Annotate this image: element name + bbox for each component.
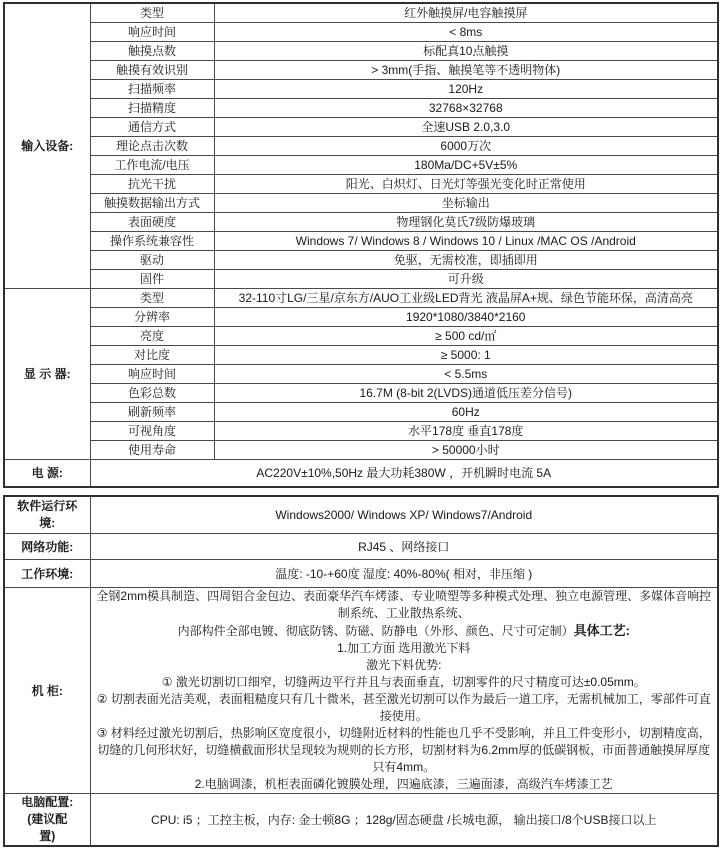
value-cell: Windows 7/ Windows 8 / Windows 10 / Linux /MAC OS /Android	[214, 231, 718, 250]
table-row	[4, 79, 718, 98]
value-cell: 全速USB 2.0,3.0	[214, 117, 718, 136]
attr-cell: 对比度	[90, 345, 214, 364]
value-cell: > 50000小时	[214, 440, 718, 459]
table-row	[4, 345, 718, 364]
attr-cell: 触摸有效识别	[90, 60, 214, 79]
cabinet-paragraph: ① 激光切割切口细窄，切缝两边平行并且与表面垂直，切割零件的尺寸精度可达±0.05mm。	[161, 674, 646, 689]
cabinet-description	[90, 587, 718, 793]
attr-cell: 使用寿命	[90, 440, 214, 459]
value-cell: 坐标输出	[214, 193, 718, 212]
value-cell: Windows2000/ Windows XP/ Windows7/Android	[90, 496, 718, 533]
attr-cell: 分辨率	[90, 307, 214, 326]
table-row	[4, 155, 718, 174]
value-cell: 水平178度 垂直178度	[214, 421, 718, 440]
table-row	[4, 459, 718, 487]
section-label-power: 电 源:	[4, 459, 90, 487]
attr-cell: 刷新频率	[90, 402, 214, 421]
table-row	[4, 212, 718, 231]
value-cell: 16.7M (8-bit 2(LVDS)通道低压差分信号)	[214, 383, 718, 402]
attr-cell: 亮度	[90, 326, 214, 345]
label-line: 电脑配置:	[21, 794, 74, 809]
table-row	[4, 117, 718, 136]
label-line: (建议配	[27, 811, 68, 826]
cabinet-text: 内部构件全部电镀、彻底防锈、防磁、防静电（外形、颜色、尺寸可定制）	[177, 623, 574, 638]
value-cell: 红外触摸屏/电容触摸屏	[214, 3, 718, 22]
section-label-input-device: 输入设备:	[4, 3, 90, 288]
table-row	[4, 364, 718, 383]
value-cell: 32768×32768	[214, 98, 718, 117]
table-row	[4, 136, 718, 155]
value-cell: < 8ms	[214, 22, 718, 41]
attr-cell: 表面硬度	[90, 212, 214, 231]
attr-cell: 通信方式	[90, 117, 214, 136]
attr-cell: 扫描频率	[90, 79, 214, 98]
label-line: 置)	[39, 828, 56, 843]
table-row	[4, 288, 718, 307]
table-row	[4, 22, 718, 41]
table-row	[4, 326, 718, 345]
table-row	[4, 174, 718, 193]
cabinet-paragraph: ③ 材料经过激光切割后，热影响区宽度很小，切缝附近材料的性能也几乎不受影响，并且工件变形小，切割精度高，切缝的几何形状好，切缝横截面形状呈现较为规则的长方形，切割材料为6.2mm厚的低碳钢板，市面普通触摸屏厚度只有4mm。	[96, 725, 711, 774]
value-cell: 180Ma/DC+5V±5%	[214, 155, 718, 174]
section-label-software-env	[4, 496, 90, 533]
value-cell: 60Hz	[214, 402, 718, 421]
attr-cell: 工作电流/电压	[90, 155, 214, 174]
section-label-work-env: 工作环境:	[4, 559, 90, 587]
table-row	[4, 41, 718, 60]
attr-cell: 驱动	[90, 250, 214, 269]
section-label-pc-config	[4, 793, 90, 846]
attr-cell: 操作系统兼容性	[90, 231, 214, 250]
table-row	[4, 402, 718, 421]
table-row	[4, 307, 718, 326]
table-row	[4, 269, 718, 288]
cabinet-paragraph: 激光下料优势:	[366, 657, 442, 672]
table-row	[4, 193, 718, 212]
attr-cell: 可视角度	[90, 421, 214, 440]
table-row	[4, 250, 718, 269]
value-cell: 标配真10点触摸	[214, 41, 718, 60]
label-line: 软件运行环	[17, 498, 78, 513]
value-cell: > 3mm(手指、触摸笔等不透明物体)	[214, 60, 718, 79]
cabinet-paragraph: 1.加工方面 选用激光下料	[337, 640, 471, 655]
table-row	[4, 98, 718, 117]
value-cell: < 5.5ms	[214, 364, 718, 383]
value-cell: 6000万次	[214, 136, 718, 155]
cabinet-paragraph: 2.电脑调漆，机柜表面磷化镀膜处理，四遍底漆，三遍面漆，高级汽车烤漆工艺	[194, 776, 613, 791]
cabinet-paragraph: 全钢2mm模具制造、四周铝合金包边、表面豪华汽车烤漆、专业喷塑等多种模式处理、独立电源管理、多媒体音响控制系统、工业散热系统、	[96, 588, 712, 620]
value-cell: ≥ 5000: 1	[214, 345, 718, 364]
value-cell: RJ45 、网络接口	[90, 533, 718, 559]
value-cell: 120Hz	[214, 79, 718, 98]
table-row	[4, 231, 718, 250]
section-label-network: 网络功能:	[4, 533, 90, 559]
value-cell: 温度: -10-+60度 湿度: 40%-80%( 相对，非压缩 )	[90, 559, 718, 587]
attr-cell: 类型	[90, 288, 214, 307]
cabinet-process-title: 具体工艺:	[573, 622, 630, 638]
attr-cell: 触摸数据输出方式	[90, 193, 214, 212]
attr-cell: 色彩总数	[90, 383, 214, 402]
value-cell: 物理钢化莫氏7级防爆玻璃	[214, 212, 718, 231]
table-row	[4, 533, 718, 559]
section-label-display: 显 示 器:	[4, 288, 90, 459]
table-row	[4, 793, 718, 846]
cabinet-paragraph	[95, 622, 714, 640]
table-row	[4, 60, 718, 79]
value-cell: 32-110寸LG/三星/京东方/AUO工业级LED背光 液晶屏A+规、绿色节能环保，高清高亮	[214, 288, 718, 307]
section-label-cabinet: 机 柜:	[4, 587, 90, 793]
cabinet-paragraph: ② 切割表面光洁美观，表面粗糙度只有几十微米，甚至激光切割可以作为最后一道工序，无需机械加工，零部件可直接使用。	[96, 691, 711, 723]
label-line: 境:	[39, 515, 56, 530]
value-cell: CPU: i5 ；工控主板，内存: 金士顿8G ；128g/固态硬盘 /长城电源， 输出接口/8个USB接口以上	[90, 793, 718, 846]
attr-cell: 响应时间	[90, 364, 214, 383]
hardware-spec-table	[3, 2, 719, 488]
value-cell: 可升级	[214, 269, 718, 288]
table-row	[4, 559, 718, 587]
table-row	[4, 383, 718, 402]
attr-cell: 理论点击次数	[90, 136, 214, 155]
value-cell: AC220V±10%,50Hz 最大功耗380W ，开机瞬时电流 5A	[90, 459, 718, 487]
system-spec-table	[3, 495, 719, 847]
value-cell: ≥ 500 cd/㎡	[214, 326, 718, 345]
table-row	[4, 421, 718, 440]
value-cell: 阳光、白炽灯、日光灯等强光变化时正常使用	[214, 174, 718, 193]
attr-cell: 抗光干扰	[90, 174, 214, 193]
table-row	[4, 587, 718, 793]
value-cell: 免驱，无需校准，即插即用	[214, 250, 718, 269]
attr-cell: 扫描精度	[90, 98, 214, 117]
attr-cell: 固件	[90, 269, 214, 288]
table-row	[4, 496, 718, 533]
table-row	[4, 440, 718, 459]
table-row	[4, 3, 718, 22]
attr-cell: 类型	[90, 3, 214, 22]
attr-cell: 响应时间	[90, 22, 214, 41]
value-cell: 1920*1080/3840*2160	[214, 307, 718, 326]
attr-cell: 触摸点数	[90, 41, 214, 60]
